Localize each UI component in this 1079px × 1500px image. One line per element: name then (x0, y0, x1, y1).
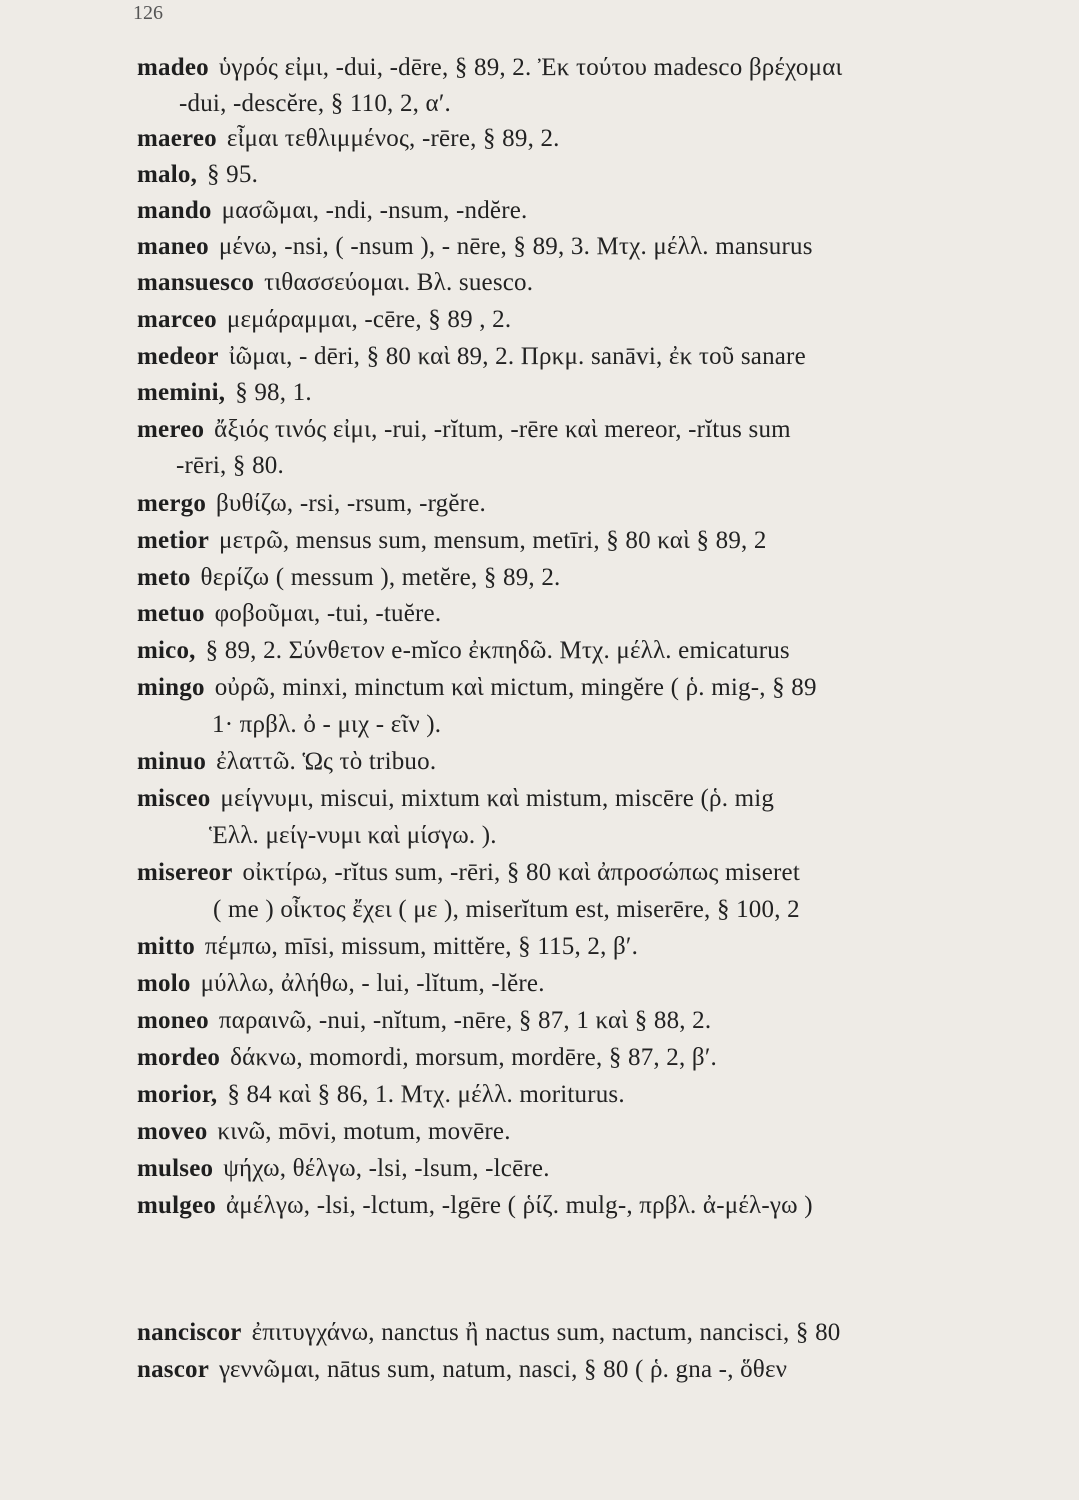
entry-mulseo (137, 1154, 550, 1184)
entry-definition: μασῶμαι, -ndi, -nsum, -ndĕre. (221, 197, 528, 224)
entry-medeor (137, 342, 806, 372)
entry-headword: medeor (137, 343, 219, 370)
entry-misceo (137, 784, 774, 814)
entry-definition: 1· πρβλ. ὀ - μιχ - εῖν ). (212, 711, 442, 738)
entry-madeo (137, 53, 842, 83)
page-number: 126 (133, 2, 163, 24)
entry-meto (137, 563, 560, 593)
entry-misereor (137, 858, 800, 888)
entry-definition: ( me ) οἶκτος ἔχει ( με ), miserĭtum est, miserēre, § 100, 2 (213, 896, 800, 923)
entry-continuation (213, 895, 800, 925)
entry-headword: meto (137, 564, 191, 591)
entry-headword: mergo (137, 490, 207, 517)
entry-headword: misereor (137, 859, 233, 886)
entry-definition: οὐρῶ, minxi, minctum καὶ mictum, mingĕre ( ῥ. mig-, § 89 (214, 674, 817, 701)
entry-definition: πέμπω, mīsi, missum, mittĕre, § 115, 2, β′. (204, 933, 639, 960)
entry-continuation (212, 710, 441, 740)
entry-definition: ἰῶμαι, - dēri, § 80 καὶ 89, 2. Πρκμ. sanāvi, ἐκ τοῦ sanare (228, 343, 806, 370)
entry-headword: marceo (137, 306, 217, 333)
entry-nascor (137, 1355, 787, 1385)
entry-headword: mulgeo (137, 1192, 216, 1219)
entry-continuation (209, 821, 497, 851)
entry-definition: § 84 καὶ § 86, 1. Μτχ. μέλλ. moriturus. (227, 1081, 625, 1108)
entry-definition: § 95. (207, 161, 259, 188)
entry-definition: εἶμαι τεθλιμμένος, -rēre, § 89, 2. (226, 125, 560, 152)
entry-definition: μύλλω, ἀλήθω, - lui, -lĭtum, -lĕre. (200, 970, 545, 997)
entry-definition: βυθίζω, -rsi, -rsum, -rgĕre. (216, 490, 486, 517)
entry-headword: metior (137, 527, 209, 554)
entry-definition: -dui, -descĕre, § 110, 2, α′. (179, 90, 451, 117)
entry-maneo (137, 232, 813, 262)
entry-moveo (137, 1117, 511, 1147)
entry-headword: memini, (137, 379, 226, 406)
entry-nanciscor (137, 1318, 840, 1348)
entry-mereo (137, 415, 791, 445)
entry-headword: moneo (137, 1007, 209, 1034)
entry-headword: mitto (137, 933, 195, 960)
entry-headword: madeo (137, 54, 209, 81)
entry-mansuesco (137, 268, 533, 298)
entry-mordeo (137, 1043, 717, 1073)
entry-moneo (137, 1006, 711, 1036)
entry-mitto (137, 932, 638, 962)
entry-mergo (137, 489, 486, 519)
entry-definition: οἰκτίρω, -rĭtus sum, -rēri, § 80 καὶ ἀπροσώπως miseret (242, 859, 800, 886)
entry-headword: mico, (137, 637, 196, 664)
entry-definition: Ἑλλ. μείγ-νυμι καὶ μίσγω. ). (209, 822, 497, 849)
entry-morior (137, 1080, 625, 1110)
entry-mico (137, 636, 790, 666)
entry-definition: γεννῶμαι, nātus sum, natum, nasci, § 80 ( ῥ. gna -, ὅθεν (219, 1356, 788, 1383)
entry-headword: misceo (137, 785, 211, 812)
entry-mando (137, 196, 527, 226)
entry-definition: ψήχω, θέλγω, -lsi, -lsum, -lcēre. (223, 1155, 550, 1182)
entry-headword: malo, (137, 161, 198, 188)
entry-headword: morior, (137, 1081, 218, 1108)
entry-definition: δάκνω, momordi, morsum, mordēre, § 87, 2, β′. (230, 1044, 717, 1071)
entry-definition: μεμάραμμαι, -cēre, § 89 , 2. (226, 306, 512, 333)
entry-definition: φοβοῦμαι, -tui, -tuĕre. (214, 600, 442, 627)
entry-molo (137, 969, 545, 999)
entry-headword: molo (137, 970, 191, 997)
entry-definition: τιθασσεύομαι. Βλ. suesco. (264, 269, 534, 296)
entry-minuo (137, 747, 436, 777)
entry-definition: μείγνυμι, miscui, mixtum καὶ mistum, miscēre (ῥ. mig (220, 785, 775, 812)
entry-definition: § 89, 2. Σύνθετον e-mĭco ἐκπηδῶ. Μτχ. μέλλ. emicaturus (205, 637, 790, 664)
entry-headword: metuo (137, 600, 205, 627)
entry-metuo (137, 599, 441, 629)
entry-headword: nascor (137, 1356, 210, 1383)
entry-definition: ἐπιτυγχάνω, nanctus ἢ nactus sum, nactum, nancisci, § 80 (251, 1319, 841, 1346)
entry-headword: mansuesco (137, 269, 255, 296)
entry-headword: mando (137, 197, 212, 224)
entry-continuation (179, 89, 451, 119)
entry-definition: μετρῶ, mensus sum, mensum, metīri, § 80 καὶ § 89, 2 (219, 527, 767, 554)
entry-headword: mulseo (137, 1155, 214, 1182)
entry-memini (137, 378, 312, 408)
entry-headword: mereo (137, 416, 205, 443)
entry-definition: μένω, -nsi, ( -nsum ), - nēre, § 89, 3. Μτχ. μέλλ. mansurus (218, 233, 813, 260)
entry-headword: mingo (137, 674, 205, 701)
entry-marceo (137, 305, 511, 335)
entry-definition: ἐλαττῶ. Ὡς τὸ tribuo. (216, 748, 437, 775)
entry-definition: κινῶ, mōvi, motum, movēre. (217, 1118, 511, 1145)
entry-definition: ἄξιός τινός εἰμι, -rui, -rĭtum, -rēre καὶ mereor, -rĭtus sum (214, 416, 791, 443)
entry-headword: moveo (137, 1118, 208, 1145)
entry-headword: mordeo (137, 1044, 221, 1071)
entry-definition: § 98, 1. (235, 379, 312, 406)
entry-definition: ἀμέλγω, -lsi, -lctum, -lgēre ( ῥίζ. mulg-, πρβλ. ἀ-μέλ-γω ) (225, 1192, 813, 1219)
entry-continuation (176, 451, 284, 481)
entry-definition: ὑγρός εἰμι, -dui, -dēre, § 89, 2. Ἐκ τούτου madesco βρέχομαι (218, 54, 843, 81)
entry-definition: παραινῶ, -nui, -nĭtum, -nēre, § 87, 1 καὶ § 88, 2. (218, 1007, 712, 1034)
entry-headword: maereo (137, 125, 217, 152)
entry-malo (137, 160, 258, 190)
entry-mulgeo (137, 1191, 813, 1221)
entry-headword: maneo (137, 233, 209, 260)
entry-headword: minuo (137, 748, 207, 775)
entry-mingo (137, 673, 817, 703)
entry-headword: nanciscor (137, 1319, 242, 1346)
entry-definition: -rēri, § 80. (176, 452, 284, 479)
entry-maereo (137, 124, 560, 154)
entry-metior (137, 526, 767, 556)
entry-definition: θερίζω ( messum ), metĕre, § 89, 2. (200, 564, 561, 591)
